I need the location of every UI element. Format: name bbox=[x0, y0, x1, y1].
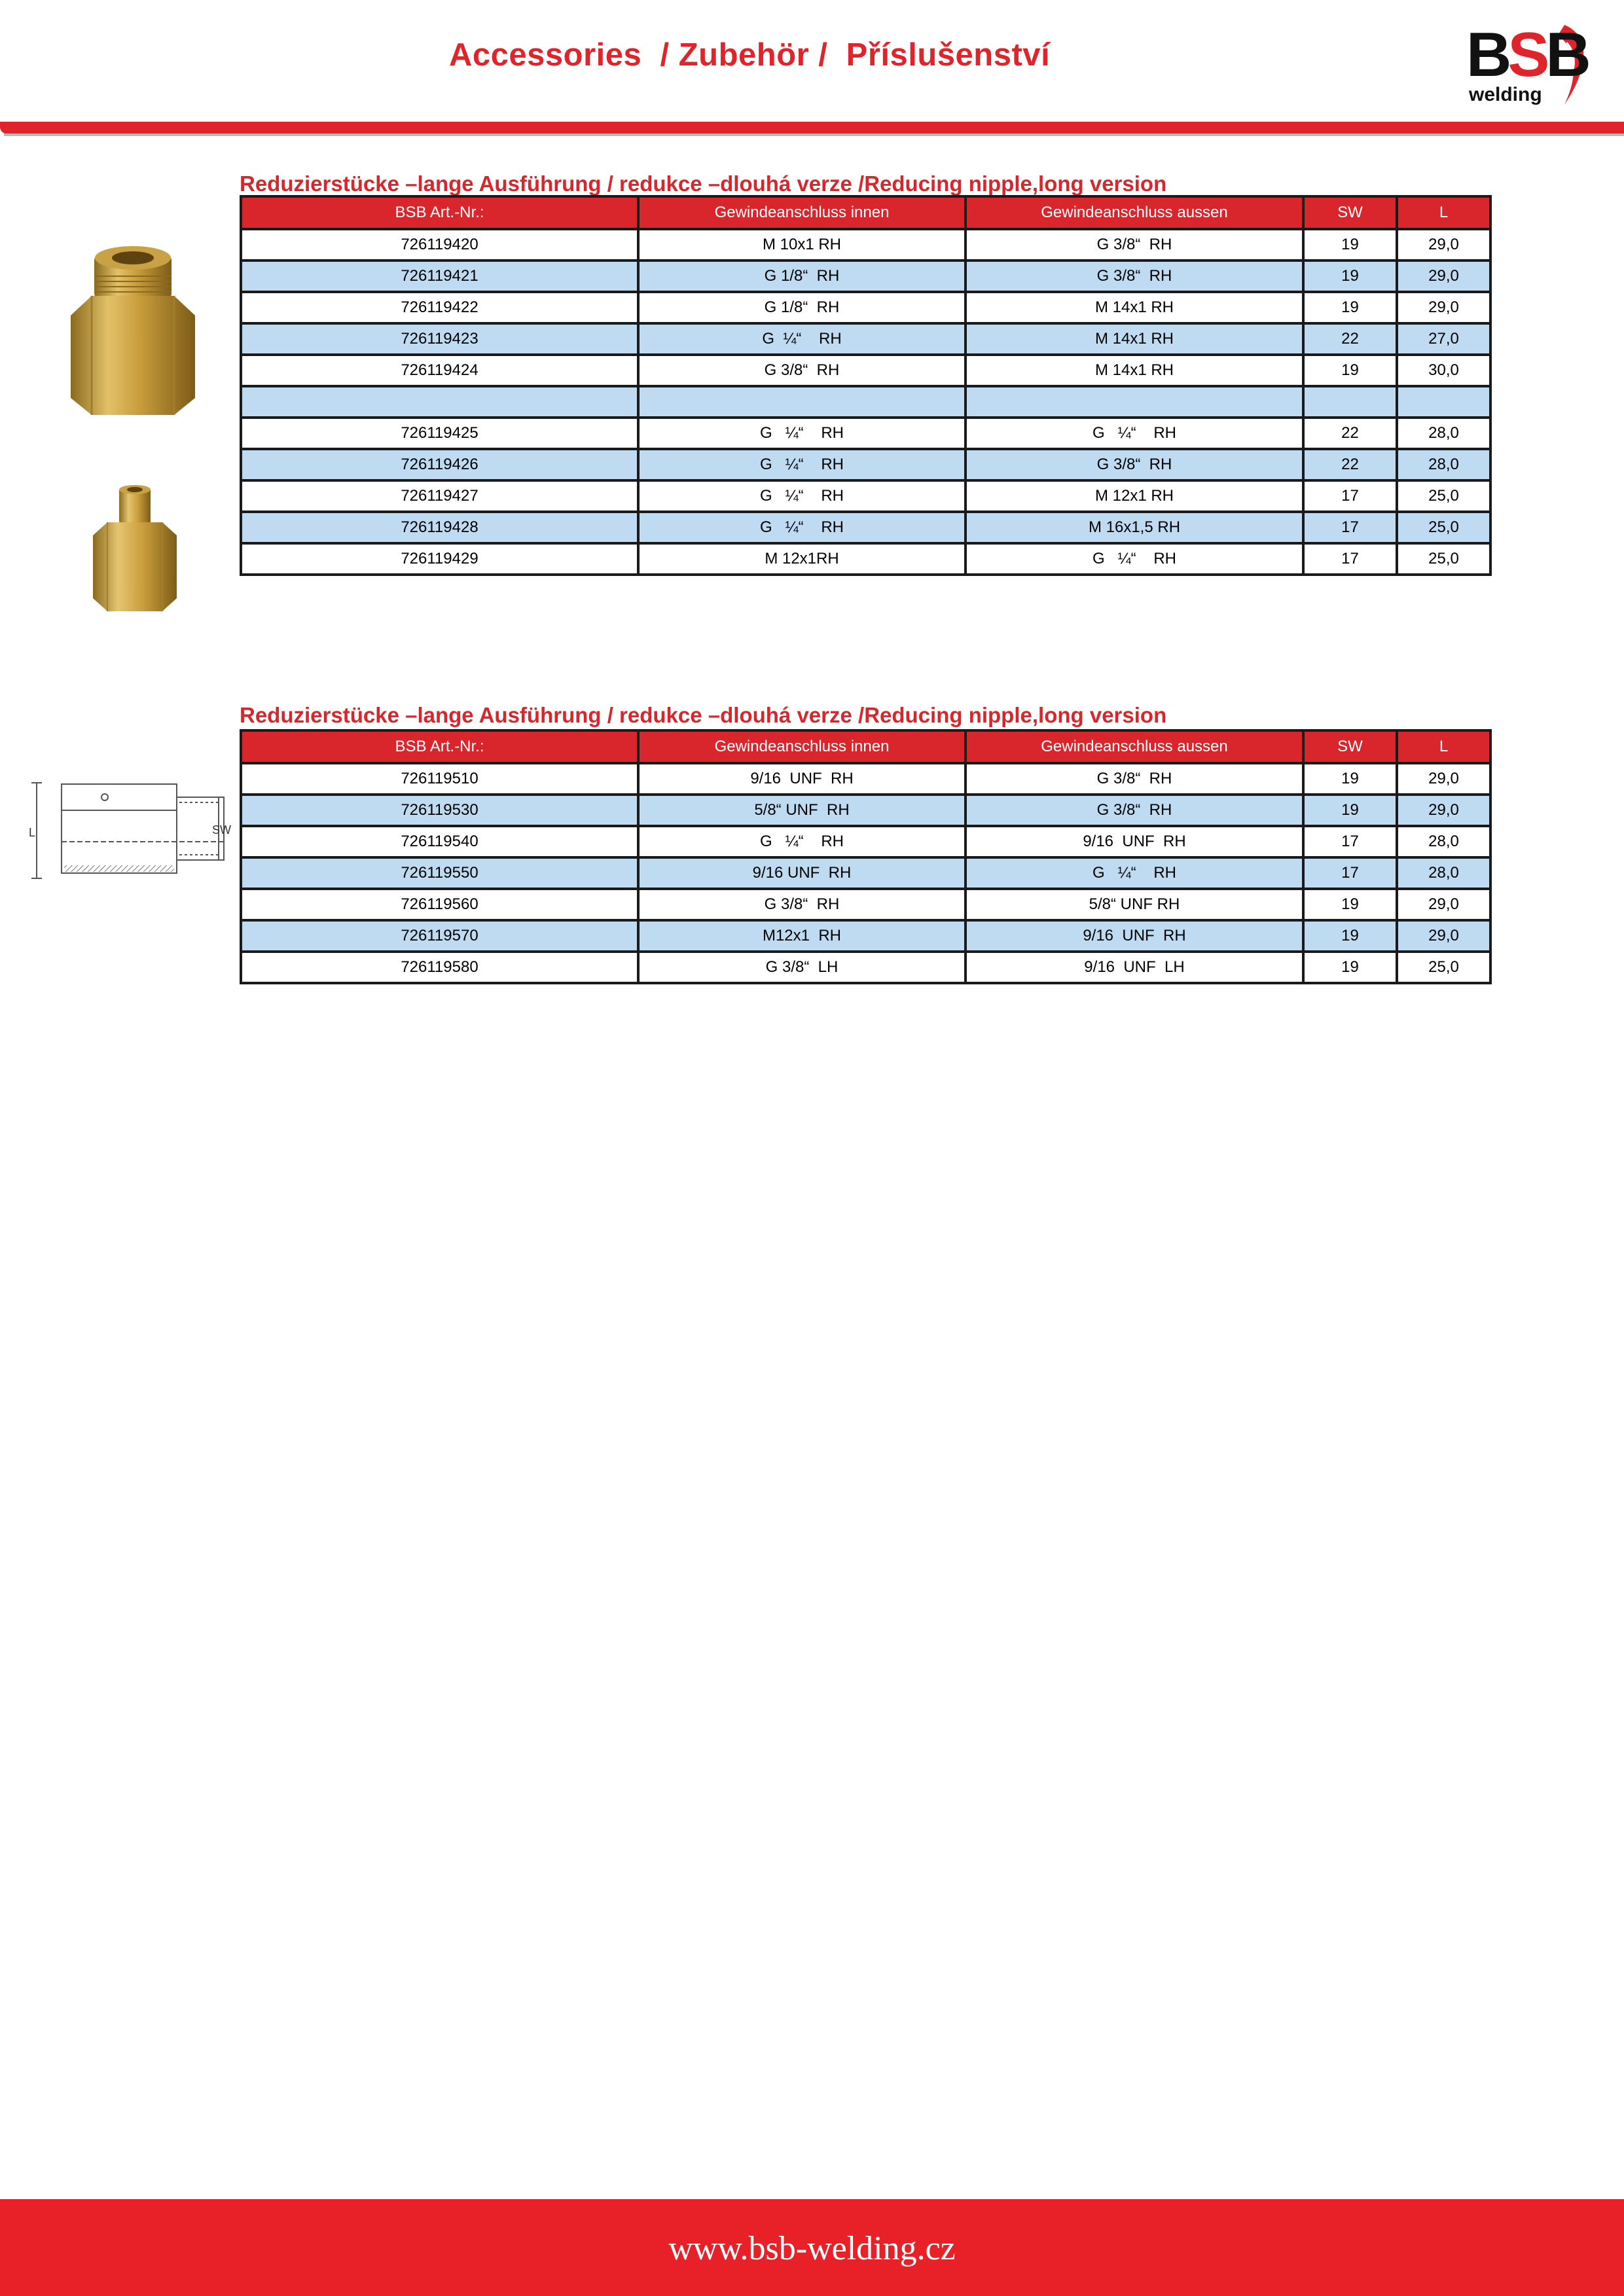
cell-thread-outer: 5/8“ UNF RH bbox=[965, 889, 1303, 920]
logo-brand-text: BSB bbox=[1466, 20, 1587, 90]
cell-art-nr: 726119550 bbox=[241, 857, 638, 889]
table-row bbox=[241, 260, 1490, 292]
cell-sw: 19 bbox=[1303, 260, 1397, 292]
cell-sw: 19 bbox=[1303, 952, 1397, 983]
table-row bbox=[241, 763, 1490, 795]
table-row bbox=[241, 543, 1490, 575]
cell-sw: 19 bbox=[1303, 229, 1397, 260]
cell-sw: 22 bbox=[1303, 418, 1397, 449]
cell-sw bbox=[1303, 386, 1397, 418]
table-row bbox=[241, 795, 1490, 826]
cell-thread-outer: M 14x1 RH bbox=[965, 292, 1303, 323]
col-header-thread-outer: Gewindeanschluss aussen bbox=[965, 730, 1303, 763]
col-header-thread-inner: Gewindeanschluss innen bbox=[638, 196, 965, 229]
cell-thread-inner: G ¼“ RH bbox=[638, 826, 965, 857]
reducing-nipple-drawing bbox=[25, 779, 234, 884]
cell-l: 29,0 bbox=[1397, 889, 1490, 920]
cell-l: 29,0 bbox=[1397, 229, 1490, 260]
cell-thread-inner bbox=[638, 386, 965, 418]
cell-l: 29,0 bbox=[1397, 920, 1490, 952]
cell-thread-outer bbox=[965, 386, 1303, 418]
cell-l: 28,0 bbox=[1397, 418, 1490, 449]
table-row bbox=[241, 920, 1490, 952]
cell-sw: 19 bbox=[1303, 292, 1397, 323]
cell-art-nr: 726119429 bbox=[241, 543, 638, 575]
cell-art-nr: 726119580 bbox=[241, 952, 638, 983]
cell-l: 27,0 bbox=[1397, 323, 1490, 355]
cell-sw: 19 bbox=[1303, 355, 1397, 386]
cell-thread-inner: 5/8“ UNF RH bbox=[638, 795, 965, 826]
col-header-art-nr: BSB Art.-Nr.: bbox=[241, 196, 638, 229]
cell-thread-inner: 9/16 UNF RH bbox=[638, 857, 965, 889]
cell-art-nr: 726119423 bbox=[241, 323, 638, 355]
table-row bbox=[241, 480, 1490, 512]
cell-thread-outer: G 3/8“ RH bbox=[965, 229, 1303, 260]
cell-l: 25,0 bbox=[1397, 543, 1490, 575]
col-header-thread-inner: Gewindeanschluss innen bbox=[638, 730, 965, 763]
section-1-title: Reduzierstücke –lange Ausführung / redukce –dlouhá verze /Reducing nipple,long version bbox=[240, 171, 1167, 196]
cell-art-nr: 726119560 bbox=[241, 889, 638, 920]
col-header-l: L bbox=[1397, 730, 1490, 763]
cell-thread-outer: G 3/8“ RH bbox=[965, 763, 1303, 795]
cell-l: 28,0 bbox=[1397, 826, 1490, 857]
table-row bbox=[241, 355, 1490, 386]
product-table-1 bbox=[240, 195, 1492, 576]
table-row bbox=[241, 889, 1490, 920]
cell-thread-outer: M 14x1 RH bbox=[965, 355, 1303, 386]
table-row bbox=[241, 449, 1490, 480]
cell-sw: 17 bbox=[1303, 826, 1397, 857]
cell-l: 29,0 bbox=[1397, 260, 1490, 292]
cell-thread-outer: G 3/8“ RH bbox=[965, 795, 1303, 826]
cell-thread-inner: G 3/8“ RH bbox=[638, 889, 965, 920]
table-row bbox=[241, 857, 1490, 889]
bsb-welding-logo bbox=[1461, 18, 1589, 110]
header-band bbox=[0, 122, 1624, 134]
cell-sw: 19 bbox=[1303, 889, 1397, 920]
cell-thread-inner: M12x1 RH bbox=[638, 920, 965, 952]
page-title: Accessories / Zubehör / Příslušenství bbox=[449, 37, 1051, 73]
cell-art-nr: 726119426 bbox=[241, 449, 638, 480]
cell-l: 28,0 bbox=[1397, 449, 1490, 480]
cell-l: 30,0 bbox=[1397, 355, 1490, 386]
cell-art-nr: 726119570 bbox=[241, 920, 638, 952]
cell-l: 25,0 bbox=[1397, 512, 1490, 543]
logo-sub-text: welding bbox=[1469, 84, 1542, 105]
cell-thread-inner: M 10x1 RH bbox=[638, 229, 965, 260]
cell-art-nr: 726119422 bbox=[241, 292, 638, 323]
cell-l: 29,0 bbox=[1397, 292, 1490, 323]
reducing-nipple-small-image bbox=[88, 483, 182, 614]
cell-sw: 19 bbox=[1303, 795, 1397, 826]
cell-l: 25,0 bbox=[1397, 480, 1490, 512]
cell-art-nr: 726119540 bbox=[241, 826, 638, 857]
cell-sw: 17 bbox=[1303, 543, 1397, 575]
table-row bbox=[241, 292, 1490, 323]
table-row bbox=[241, 323, 1490, 355]
drawing-label-l: L bbox=[29, 826, 36, 839]
cell-art-nr: 726119510 bbox=[241, 763, 638, 795]
table-row bbox=[241, 229, 1490, 260]
cell-l: 25,0 bbox=[1397, 952, 1490, 983]
col-header-sw: SW bbox=[1303, 730, 1397, 763]
col-header-sw: SW bbox=[1303, 196, 1397, 229]
cell-thread-outer: 9/16 UNF RH bbox=[965, 826, 1303, 857]
cell-thread-outer: M 16x1,5 RH bbox=[965, 512, 1303, 543]
cell-art-nr: 726119530 bbox=[241, 795, 638, 826]
cell-thread-inner: G ¼“ RH bbox=[638, 480, 965, 512]
table-row bbox=[241, 418, 1490, 449]
table-header-row bbox=[241, 730, 1490, 763]
cell-art-nr: 726119420 bbox=[241, 229, 638, 260]
cell-art-nr: 726119427 bbox=[241, 480, 638, 512]
cell-thread-inner: G ¼“ RH bbox=[638, 323, 965, 355]
cell-sw: 19 bbox=[1303, 763, 1397, 795]
cell-thread-outer: 9/16 UNF RH bbox=[965, 920, 1303, 952]
cell-sw: 17 bbox=[1303, 512, 1397, 543]
cell-thread-outer: M 14x1 RH bbox=[965, 323, 1303, 355]
cell-thread-outer: G ¼“ RH bbox=[965, 418, 1303, 449]
cell-thread-inner: G 1/8“ RH bbox=[638, 292, 965, 323]
col-header-art-nr: BSB Art.-Nr.: bbox=[241, 730, 638, 763]
cell-sw: 19 bbox=[1303, 920, 1397, 952]
table-row bbox=[241, 386, 1490, 418]
cell-art-nr bbox=[241, 386, 638, 418]
cell-thread-outer: G 3/8“ RH bbox=[965, 449, 1303, 480]
cell-thread-inner: M 12x1RH bbox=[638, 543, 965, 575]
drawing-label-sw: SW bbox=[212, 823, 231, 836]
cell-l: 28,0 bbox=[1397, 857, 1490, 889]
cell-sw: 17 bbox=[1303, 480, 1397, 512]
cell-thread-outer: G ¼“ RH bbox=[965, 857, 1303, 889]
cell-thread-inner: 9/16 UNF RH bbox=[638, 763, 965, 795]
cell-sw: 22 bbox=[1303, 323, 1397, 355]
cell-thread-inner: G ¼“ RH bbox=[638, 418, 965, 449]
cell-l: 29,0 bbox=[1397, 763, 1490, 795]
cell-thread-inner: G 1/8“ RH bbox=[638, 260, 965, 292]
cell-thread-outer: M 12x1 RH bbox=[965, 480, 1303, 512]
table-header-row bbox=[241, 196, 1490, 229]
cell-art-nr: 726119421 bbox=[241, 260, 638, 292]
cell-art-nr: 726119425 bbox=[241, 418, 638, 449]
product-table-2 bbox=[240, 729, 1492, 984]
cell-sw: 17 bbox=[1303, 857, 1397, 889]
cell-sw: 22 bbox=[1303, 449, 1397, 480]
cell-thread-inner: G ¼“ RH bbox=[638, 449, 965, 480]
col-header-l: L bbox=[1397, 196, 1490, 229]
cell-l: 29,0 bbox=[1397, 795, 1490, 826]
col-header-thread-outer: Gewindeanschluss aussen bbox=[965, 196, 1303, 229]
cell-thread-outer: G ¼“ RH bbox=[965, 543, 1303, 575]
table-row bbox=[241, 952, 1490, 983]
cell-art-nr: 726119424 bbox=[241, 355, 638, 386]
cell-art-nr: 726119428 bbox=[241, 512, 638, 543]
cell-thread-outer: G 3/8“ RH bbox=[965, 260, 1303, 292]
cell-thread-inner: G 3/8“ LH bbox=[638, 952, 965, 983]
section-2-title: Reduzierstücke –lange Ausführung / redukce –dlouhá verze /Reducing nipple,long version bbox=[240, 703, 1167, 727]
footer-website-link[interactable]: www.bsb-welding.cz bbox=[668, 2230, 956, 2267]
cell-thread-inner: G ¼“ RH bbox=[638, 512, 965, 543]
table-row bbox=[241, 512, 1490, 543]
table-row bbox=[241, 826, 1490, 857]
reducing-nipple-large-image bbox=[65, 243, 200, 423]
cell-thread-inner: G 3/8“ RH bbox=[638, 355, 965, 386]
cell-thread-outer: 9/16 UNF LH bbox=[965, 952, 1303, 983]
cell-l bbox=[1397, 386, 1490, 418]
